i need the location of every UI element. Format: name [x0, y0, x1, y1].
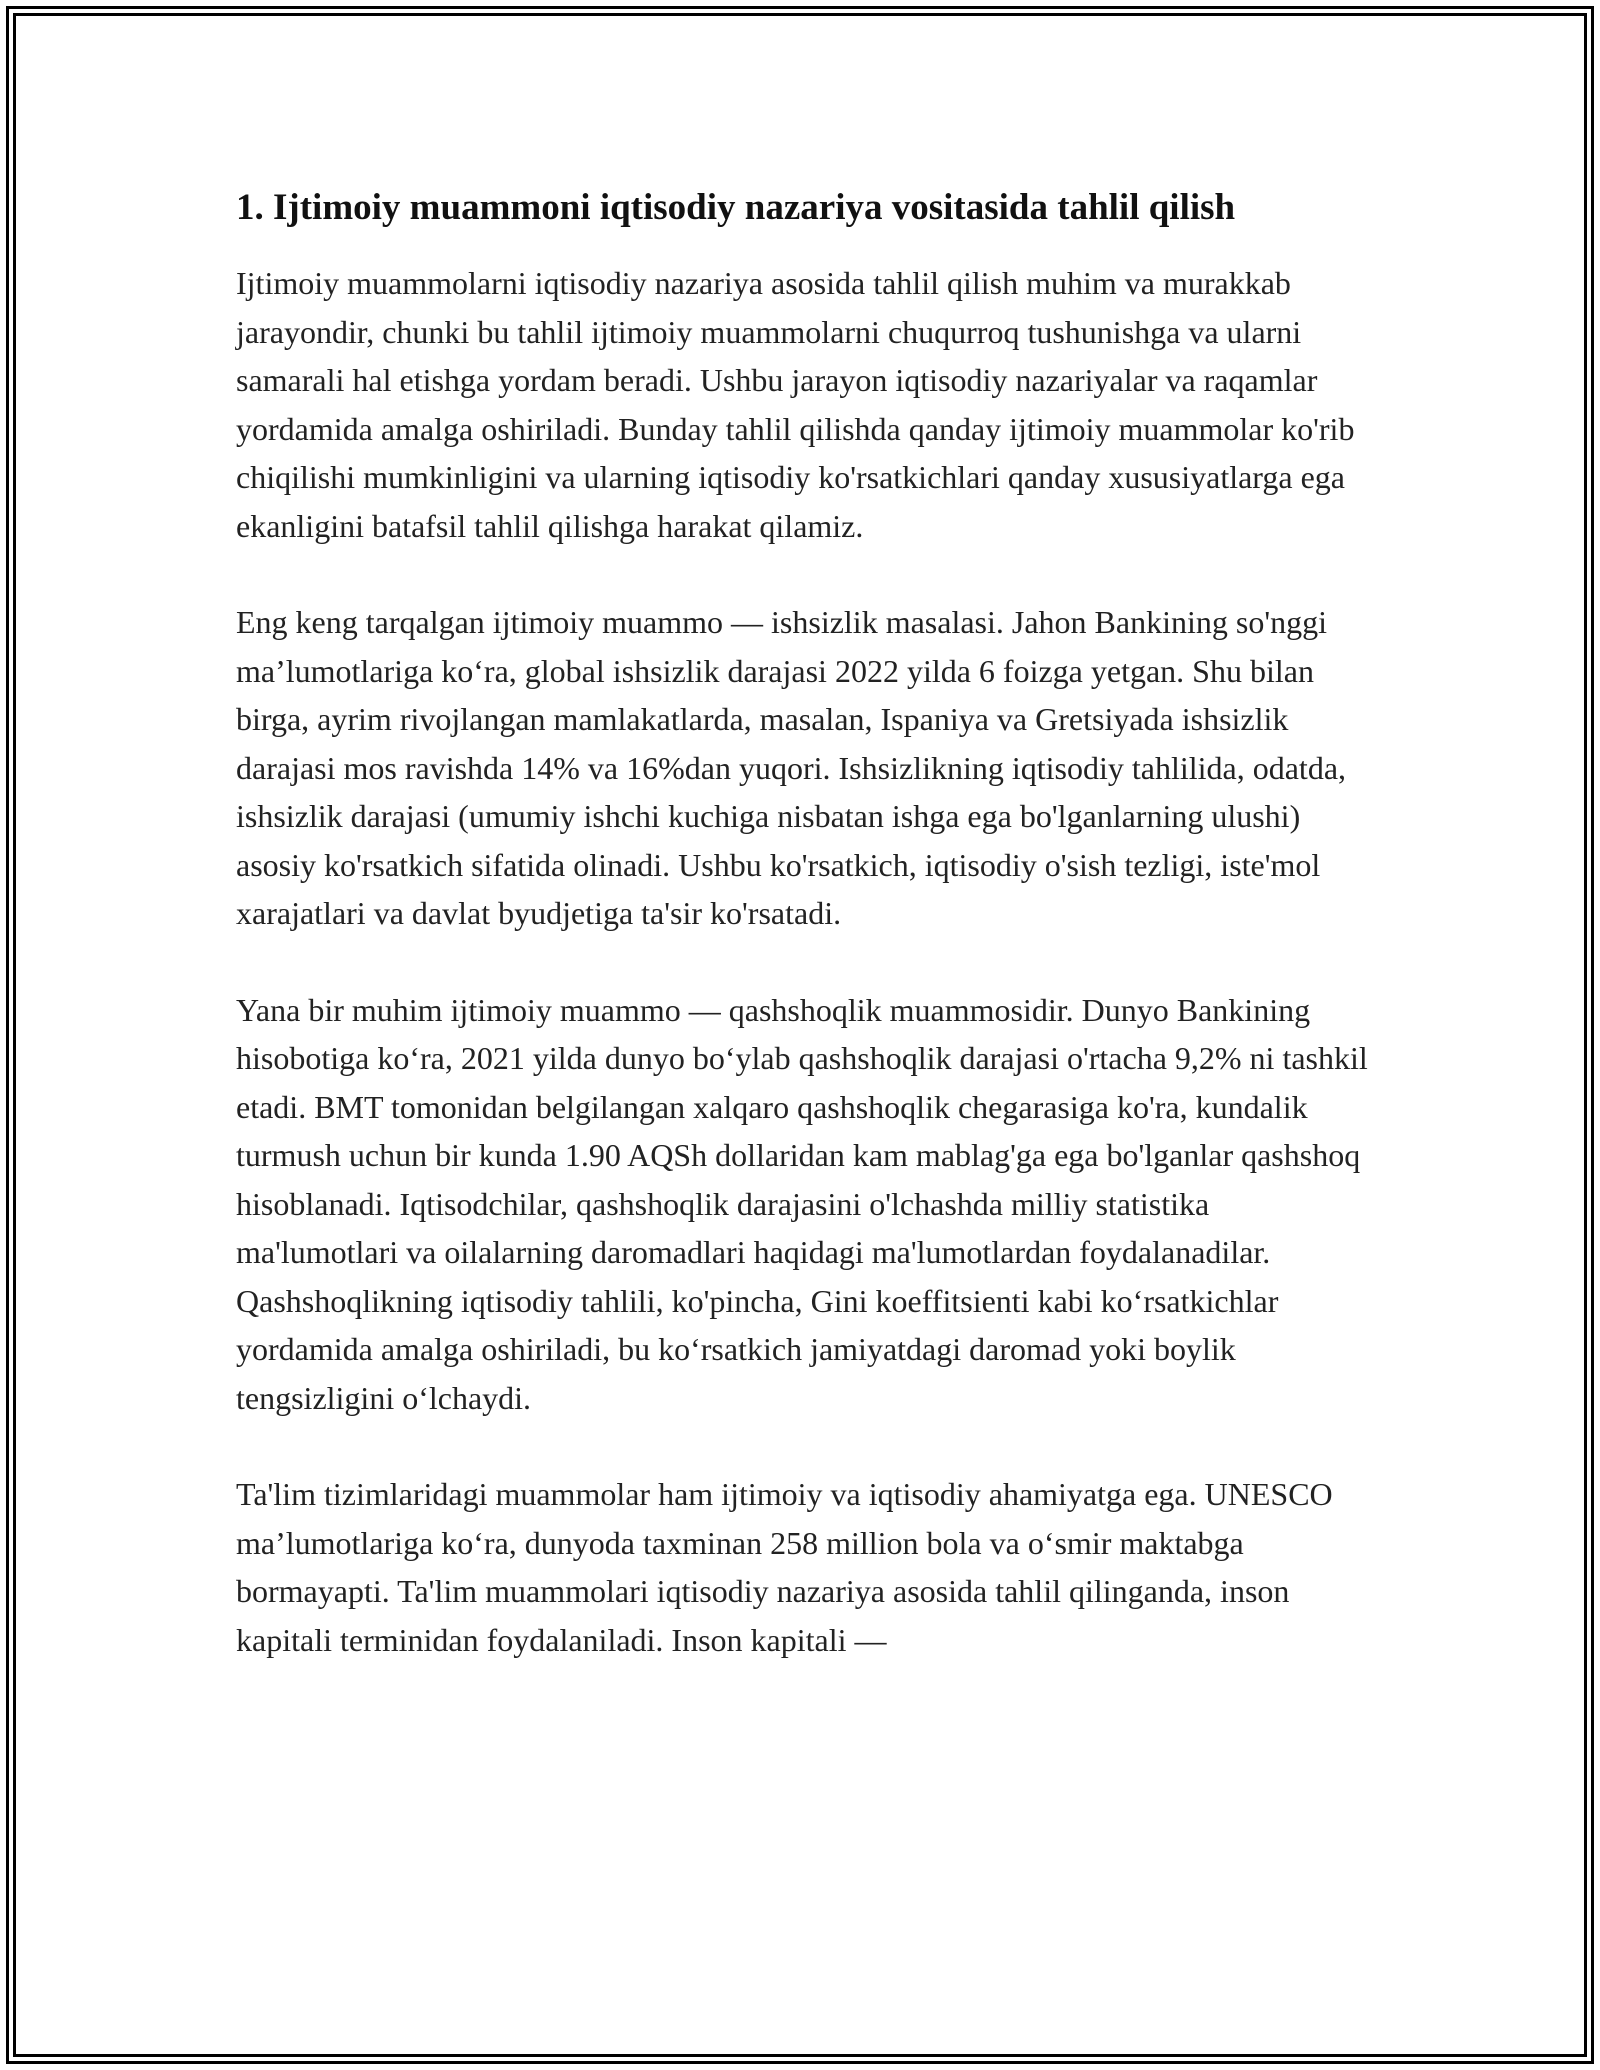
paragraph-education: Ta'lim tizimlaridagi muammolar ham ijtimoiy va iqtisodiy ahamiyatga ega. UNESCO ma’lumotlariga ko‘ra, dunyoda taxminan 258 million bola va o‘smir maktabga bormayapti. Ta'lim muammolari iqtisodiy nazariya asosida tahlil qilinganda, inson kapitali terminidan foydalaniladi. Inson kapitali —: [236, 1476, 1333, 1658]
paragraph-intro: Ijtimoiy muammolarni iqtisodiy nazariya asosida tahlil qilish muhim va murakkab jarayondir, chunki bu tahlil ijtimoiy muammolarni chuqurroq tushunishga va ularni samarali hal etishga yordam beradi. Ushbu jarayon iqtisodiy nazariyalar va raqamlar yordamida amalga oshiriladi. Bunday tahlil qilishda qanday ijtimoiy muammolar ko'rib chiqilishi mumkinligini va ularning iqtisodiy ko'rsatkichlari qanday xususiyatlarga ega ekanligini batafsil tahlil qilishga harakat qilamiz.: [236, 265, 1355, 544]
document-body: [236, 180, 1376, 1712]
section-heading: 1. Ijtimoiy muammoni iqtisodiy nazariya vositasida tahlil qilish: [236, 187, 1236, 228]
paragraph-unemployment: Eng keng tarqalgan ijtimoiy muammo — ishsizlik masalasi. Jahon Bankining so'nggi ma’lumotlariga ko‘ra, global ishsizlik darajasi 2022 yilda 6 foizga yetgan. Shu bilan birga, ayrim rivojlangan mamlakatlarda, masalan, Ispaniya va Gretsiyada ishsizlik darajasi mos ravishda 14% va 16%dan yuqori. Ishsizlikning iqtisodiy tahlilida, odatda, ishsizlik darajasi (umumiy ishchi kuchiga nisbatan ishga ega bo'lganlarning ulushi) asosiy ko'rsatkich sifatida olinadi. Ushbu ko'rsatkich, iqtisodiy o'sish tezligi, iste'mol xarajatlari va davlat byudjetiga ta'sir ko'rsatadi.: [236, 604, 1347, 931]
paragraph-poverty: Yana bir muhim ijtimoiy muammo — qashshoqlik muammosidir. Dunyo Bankining hisobotiga ko‘ra, 2021 yilda dunyo bo‘ylab qashshoqlik darajasi o'rtacha 9,2% ni tashkil etadi. BMT tomonidan belgilangan xalqaro qashshoqlik chegarasiga ko'ra, kundalik turmush uchun bir kunda 1.90 AQSh dollaridan kam mablag'ga ega bo'lganlar qashshoq hisoblanadi. Iqtisodchilar, qashshoqlik darajasini o'lchashda milliy statistika ma'lumotlari va oilalarning daromadlari haqidagi ma'lumotlardan foydalanadilar. Qashshoqlikning iqtisodiy tahlili, ko'pincha, Gini koeffitsienti kabi ko‘rsatkichlar yordamida amalga oshiriladi, bu ko‘rsatkich jamiyatdagi daromad yoki boylik tengsizligini o‘lchaydi.: [236, 991, 1368, 1416]
